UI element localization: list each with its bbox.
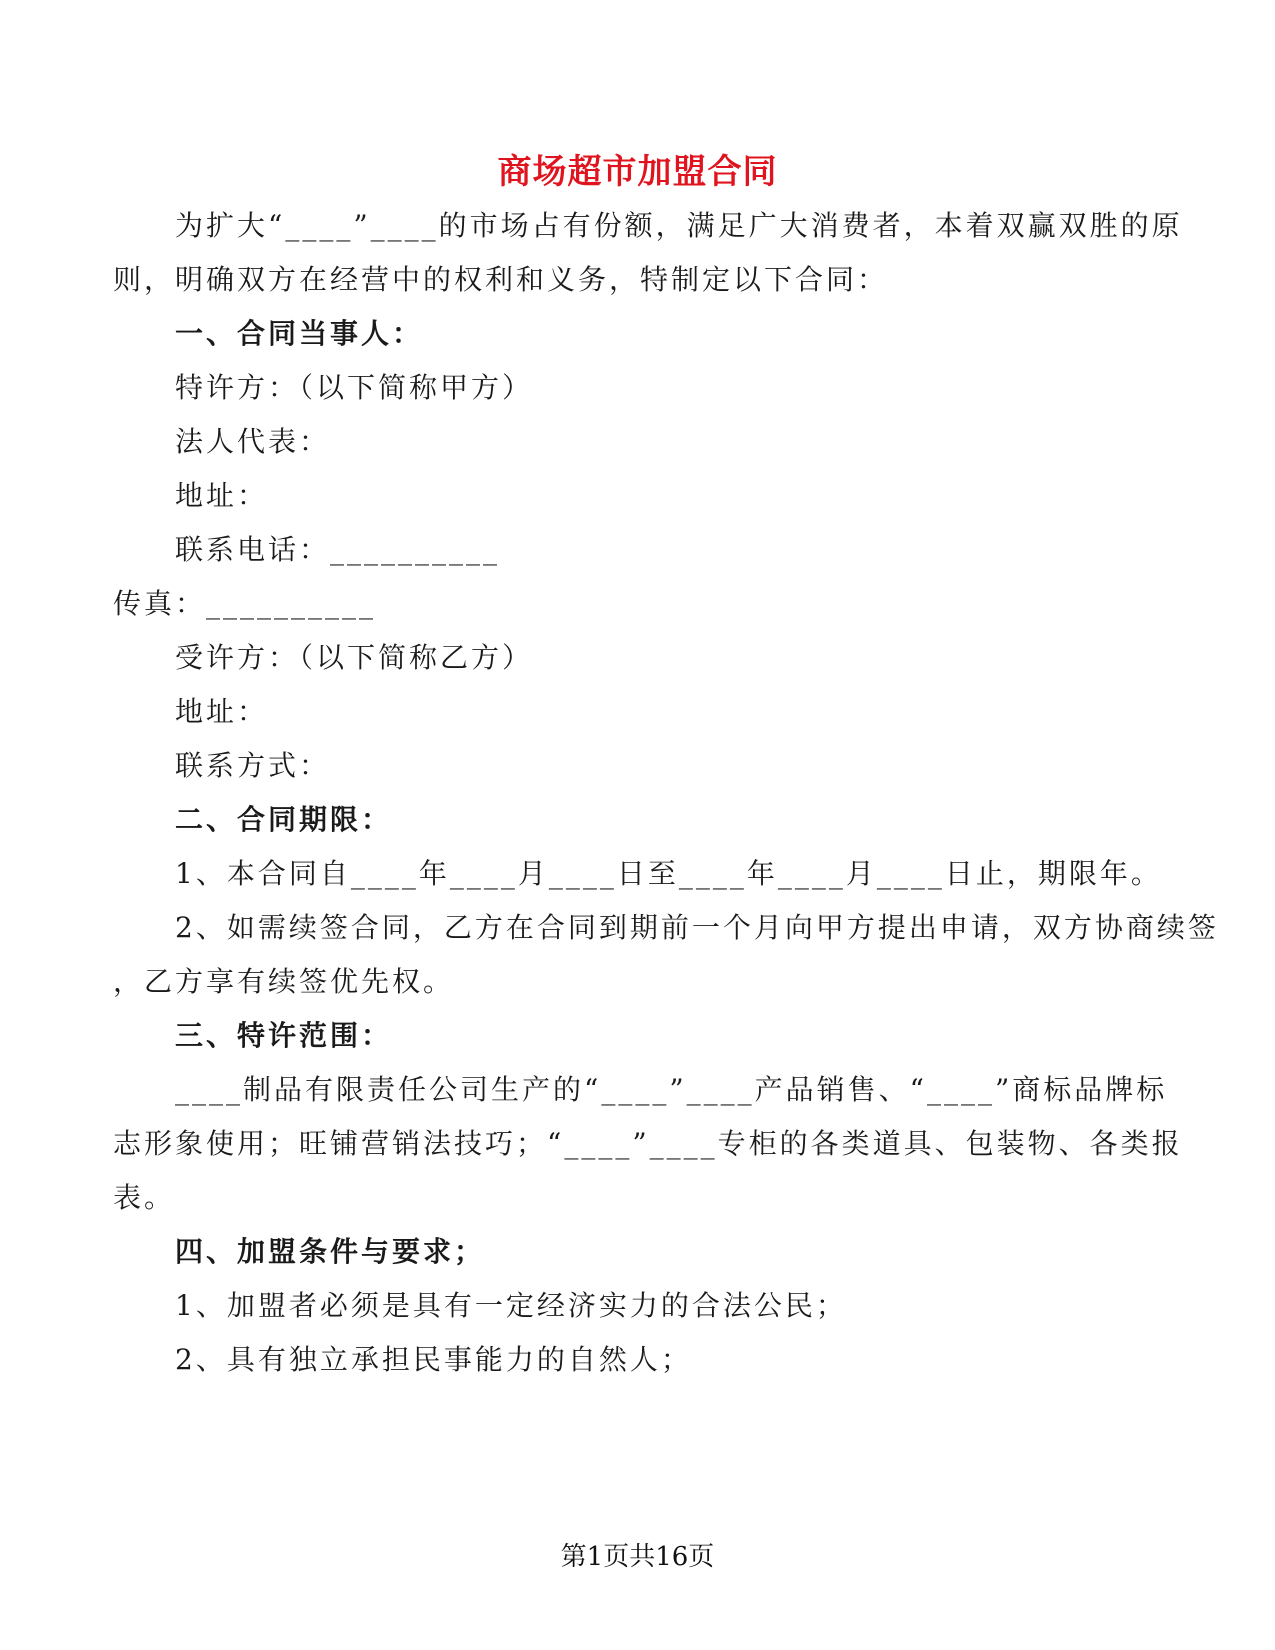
paragraph-line: 法人代表： (175, 425, 331, 458)
section-heading: 二、合同期限： (175, 803, 393, 836)
paragraph-line: 特许方：（以下简称甲方） (175, 371, 534, 404)
page-number: 第1页共16页 (560, 1542, 715, 1572)
section-heading: 三、特许范围： (175, 1019, 393, 1052)
paragraph-line: 受许方：（以下简称乙方） (175, 641, 534, 674)
document-title: 商场超市加盟合同 (497, 152, 778, 192)
paragraph-line: 1、本合同自____年____月____日至____年____月____日止，期限年。 (175, 857, 1162, 890)
paragraph-line: 地址： (175, 695, 269, 728)
section-heading: 一、合同当事人： (175, 317, 424, 350)
paragraph-line: 1、加盟者必须是具有一定经济实力的合法公民； (175, 1289, 847, 1322)
paragraph-line: ____制品有限责任公司生产的“____”____产品销售、“____”商标品牌标 (175, 1073, 1168, 1106)
paragraph-line: 地址： (175, 479, 269, 512)
paragraph-line: 2、如需续签合同，乙方在合同到期前一个月向甲方提出申请，双方协商续签 (175, 911, 1219, 944)
paragraph-line: 志形象使用；旺铺营销法技巧；“____”____专柜的各类道具、包装物、各类报 (113, 1127, 1183, 1160)
paragraph-line: 表。 (113, 1181, 176, 1214)
paragraph-line: 则，明确双方在经营中的权利和义务，特制定以下合同： (113, 263, 889, 296)
paragraph-line: ，乙方享有续签优先权。 (113, 965, 455, 998)
paragraph-line: 为扩大“____”____的市场占有份额，满足广大消费者，本着双赢双胜的原 (175, 209, 1183, 242)
paragraph-line: 联系方式： (175, 749, 331, 782)
paragraph-line: 传真：__________ (113, 587, 377, 620)
paragraph-line: 联系电话：__________ (175, 533, 501, 566)
paragraph-line: 2、具有独立承担民事能力的自然人； (175, 1343, 692, 1376)
section-heading: 四、加盟条件与要求； (175, 1235, 486, 1268)
